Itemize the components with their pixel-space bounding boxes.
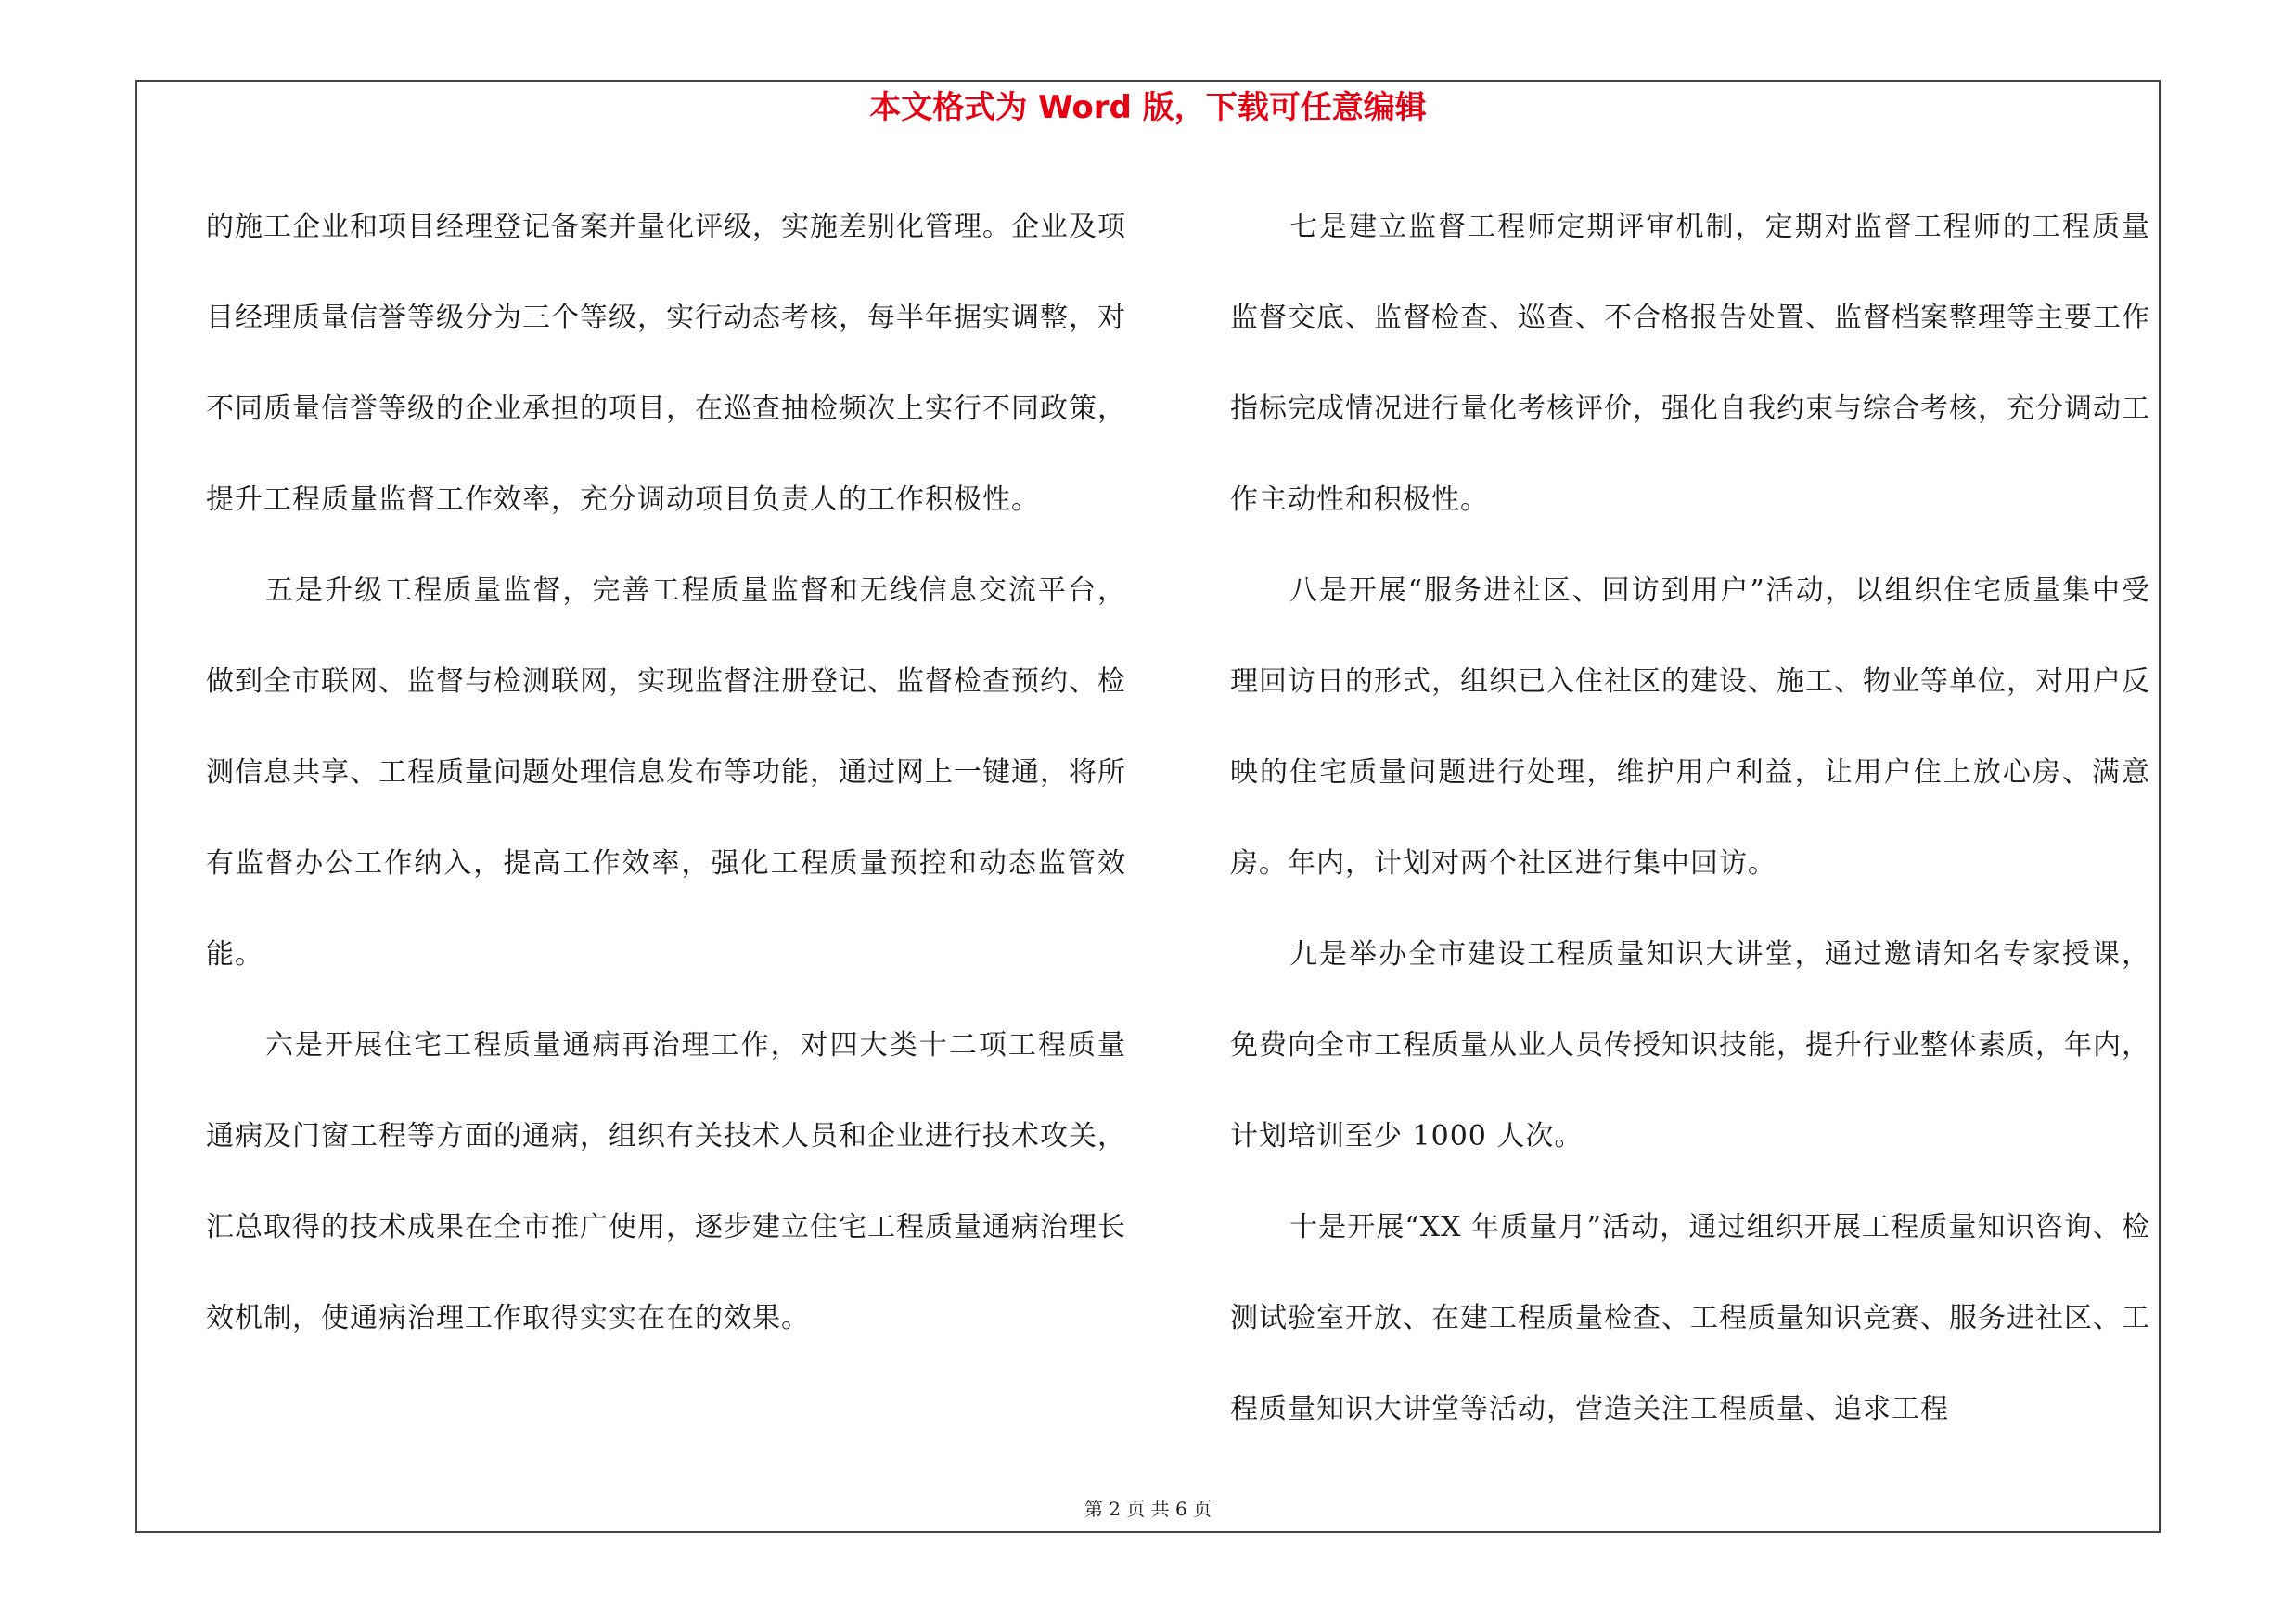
- left-column: [206, 182, 1126, 1364]
- paragraph-item-8: 八是开展“服务进社区、回访到用户”活动，以组织住宅质量集中受理回访日的形式，组织已入住社区的建设、施工、物业等单位，对用户反映的住宅质量问题进行处理，维护用户利益，让用户住上放心房、满意房。年内，计划对两个社区进行集中回访。: [1230, 574, 2150, 880]
- paragraph-item-10: 十是开展“XX 年质量月”活动，通过组织开展工程质量知识咨询、检测试验室开放、在建工程质量检查、工程质量知识竞赛、服务进社区、工程质量知识大讲堂等活动，营造关注工程质量、追求工程: [1230, 1211, 2150, 1425]
- format-banner: 本文格式为 Word 版，下载可任意编辑: [869, 89, 1427, 126]
- paragraph-item-9: 九是举办全市建设工程质量知识大讲堂，通过邀请知名专家授课，免费向全市工程质量从业人员传授知识技能，提升行业整体素质，年内，计划培训至少 1000 人次。: [1230, 938, 2150, 1153]
- paragraph-item-6: 六是开展住宅工程质量通病再治理工作，对四大类十二项工程质量通病及门窗工程等方面的通病，组织有关技术人员和企业进行技术攻关，汇总取得的技术成果在全市推广使用，逐步建立住宅工程质量通病治理长效机制，使通病治理工作取得实实在在的效果。: [206, 1029, 1126, 1334]
- paragraph-continued: 的施工企业和项目经理登记备案并量化评级，实施差别化管理。企业及项目经理质量信誉等级分为三个等级，实行动态考核，每半年据实调整，对不同质量信誉等级的企业承担的项目，在巡查抽检频次上实行不同政策，提升工程质量监督工作效率，充分调动项目负责人的工作积极性。: [206, 211, 1126, 516]
- page-number-footer: 第 2 页 共 6 页: [1084, 1498, 1212, 1520]
- paragraph-item-5: 五是升级工程质量监督，完善工程质量监督和无线信息交流平台，做到全市联网、监督与检测联网，实现监督注册登记、监督检查预约、检测信息共享、工程质量问题处理信息发布等功能，通过网上一键通，将所有监督办公工作纳入，提高工作效率，强化工程质量预控和动态监管效能。: [206, 574, 1126, 971]
- paragraph-item-7: 七是建立监督工程师定期评审机制，定期对监督工程师的工程质量监督交底、监督检查、巡查、不合格报告处置、监督档案整理等主要工作指标完成情况进行量化考核评价，强化自我约束与综合考核，充分调动工作主动性和积极性。: [1230, 211, 2150, 516]
- right-column: [1230, 182, 2150, 1455]
